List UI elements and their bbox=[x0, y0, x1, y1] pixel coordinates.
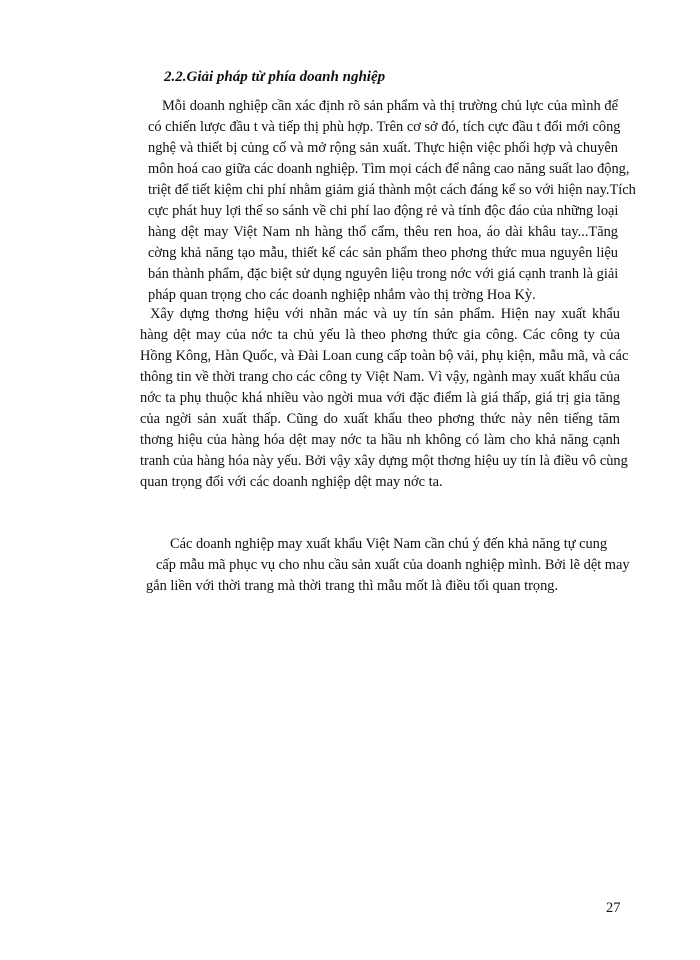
paragraph-2 bbox=[140, 304, 629, 493]
paragraph-line: nớc ta phụ thuộc khá nhiều vào ngời mua với đặc điểm là giá thấp, giá trị gia tăng bbox=[140, 390, 620, 406]
paragraph-line: Mỗi doanh nghiệp cần xác định rõ sản phẩm và thị trường chủ lực của mình để bbox=[162, 98, 618, 114]
paragraph-line: của ngời sản xuất thấp. Cũng do xuất khẩu theo phơng thức này nên tiếng tăm bbox=[140, 411, 620, 427]
paragraph-line: nghệ và thiết bị củng cố và mở rộng sản xuất. Thực hiện việc phối hợp và chuyên bbox=[148, 140, 618, 156]
paragraph-line: cực phát huy lợi thế so sánh về chi phí lao động rẻ và tính độc đáo của những loại bbox=[148, 203, 619, 219]
paragraph-3 bbox=[140, 534, 630, 597]
paragraph-line: Hồng Kông, Hàn Quốc, và Đài Loan cung cấp toàn bộ vải, phụ kiện, mẫu mã, và các bbox=[140, 348, 629, 364]
section-heading: 2.2.Giải pháp từ phía doanh nghiệp bbox=[164, 69, 386, 85]
paragraph-1 bbox=[148, 96, 636, 306]
paragraph-line: cờng khả năng tạo mẫu, thiết kế các sản phẩm theo phơng thức mua nguyên liệu bbox=[148, 245, 618, 261]
paragraph-line: tranh của hàng hóa này yếu. Bởi vậy xây dựng một thơng hiệu uy tín là điều vô cùng bbox=[140, 453, 628, 469]
paragraph-line: Xây dựng thơng hiệu với nhãn mác và uy tín sản phẩm. Hiện nay xuất khẩu bbox=[150, 306, 620, 322]
paragraph-line: hàng dệt may của nớc ta chủ yếu là theo phơng thức gia công. Các công ty của bbox=[140, 327, 620, 343]
paragraph-line: thông tin về thời trang cho các công ty Việt Nam. Vì vậy, ngành may xuất khẩu của bbox=[140, 369, 620, 385]
paragraph-line: pháp quan trọng cho các doanh nghiệp nhắm vào thị trờng Hoa Kỳ. bbox=[148, 287, 536, 303]
page-number: 27 bbox=[606, 900, 621, 916]
paragraph-line: Các doanh nghiệp may xuất khẩu Việt Nam cần chú ý đến khả năng tự cung bbox=[170, 536, 608, 552]
paragraph-line: triệt để tiết kiệm chi phí nhằm giảm giá thành một cách đáng kể so với hiện nay.Tích bbox=[148, 182, 636, 198]
paragraph-line: có chiến lược đầu t và tiếp thị phù hợp. Trên cơ sở đó, tích cực đầu t đổi mới công bbox=[148, 119, 621, 135]
paragraph-line: quan trọng đối với các doanh nghiệp dệt may nớc ta. bbox=[140, 474, 443, 490]
paragraph-line: môn hoá cao giữa các doanh nghiệp. Tìm mọi cách để nâng cao năng suất lao động, bbox=[148, 161, 630, 177]
paragraph-line: hàng dệt may Việt Nam nh hàng thổ cẩm, thêu ren hoa, áo dài khâu tay...Tăng bbox=[148, 224, 618, 240]
paragraph-line: bán thành phẩm, đặc biệt sử dụng nguyên liệu trong nớc với giá cạnh tranh là giải bbox=[148, 266, 619, 282]
paragraph-line: cấp mẫu mã phục vụ cho nhu cầu sản xuất của doanh nghiệp mình. Bởi lẽ dệt may bbox=[156, 557, 630, 573]
paragraph-line: thơng hiệu của hàng hóa dệt may nớc ta hầu nh không có làm cho khả năng cạnh bbox=[140, 432, 620, 448]
paragraph-line: gắn liền với thời trang mà thời trang thì mẫu mốt là điều tối quan trọng. bbox=[146, 578, 559, 594]
